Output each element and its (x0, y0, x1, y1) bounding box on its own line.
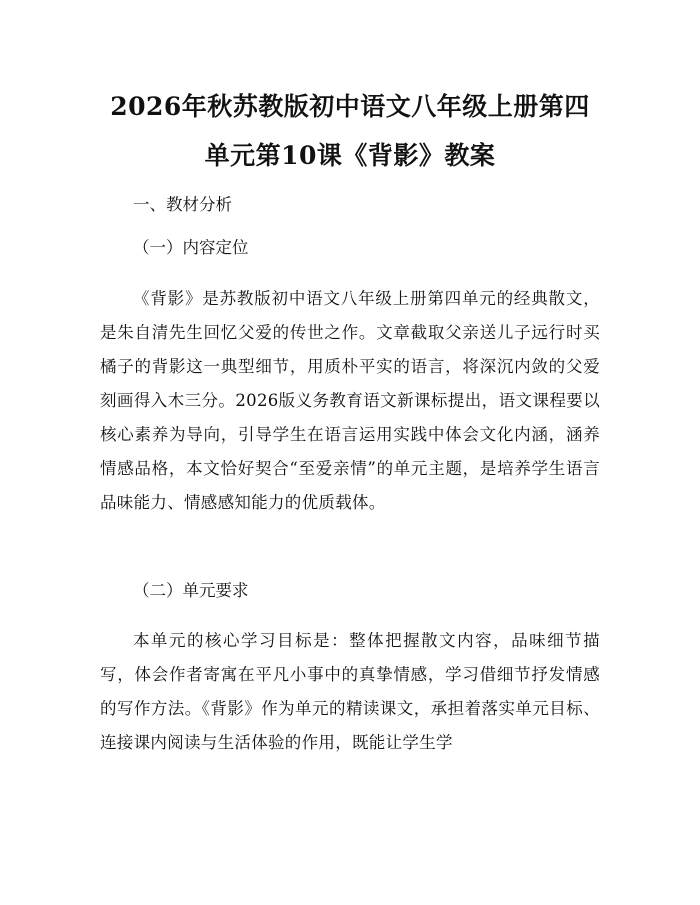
document-title: 2026年秋苏教版初中语文八年级上册第四单元第10课《背影》教案 (110, 92, 590, 170)
subsection-heading-unit-requirements: （二）单元要求 (133, 581, 249, 600)
section-heading-teaching-material-analysis: 一、教材分析 (133, 195, 232, 214)
paragraph-unit-requirements: 本单元的核心学习目标是：整体把握散文内容，品味细节描写，体会作者寄寓在平凡小事中的真挚情感，学习借细节抒发情感的写作方法。《背影》作为单元的精读课文，承担着落实单元目标、连接课内阅读与生活体验的作用，既能让学生学 (100, 631, 600, 752)
subsection-heading-content-positioning: （一）内容定位 (133, 238, 249, 257)
paragraph-content-positioning: 《背影》是苏教版初中语文八年级上册第四单元的经典散文，是朱自清先生回忆父爱的传世之作。文章截取父亲送儿子远行时买橘子的背影这一典型细节，用质朴平实的语言，将深沉内敛的父爱刻画得入木三分。2026版义务教育语文新课标提出，语文课程要以核心素养为导向，引导学生在语言运用实践中体会文化内涵，涵养情感品格，本文恰好契合“至爱亲情”的单元主题，是培养学生语言品味能力、情感感知能力的优质载体。 (100, 289, 600, 512)
